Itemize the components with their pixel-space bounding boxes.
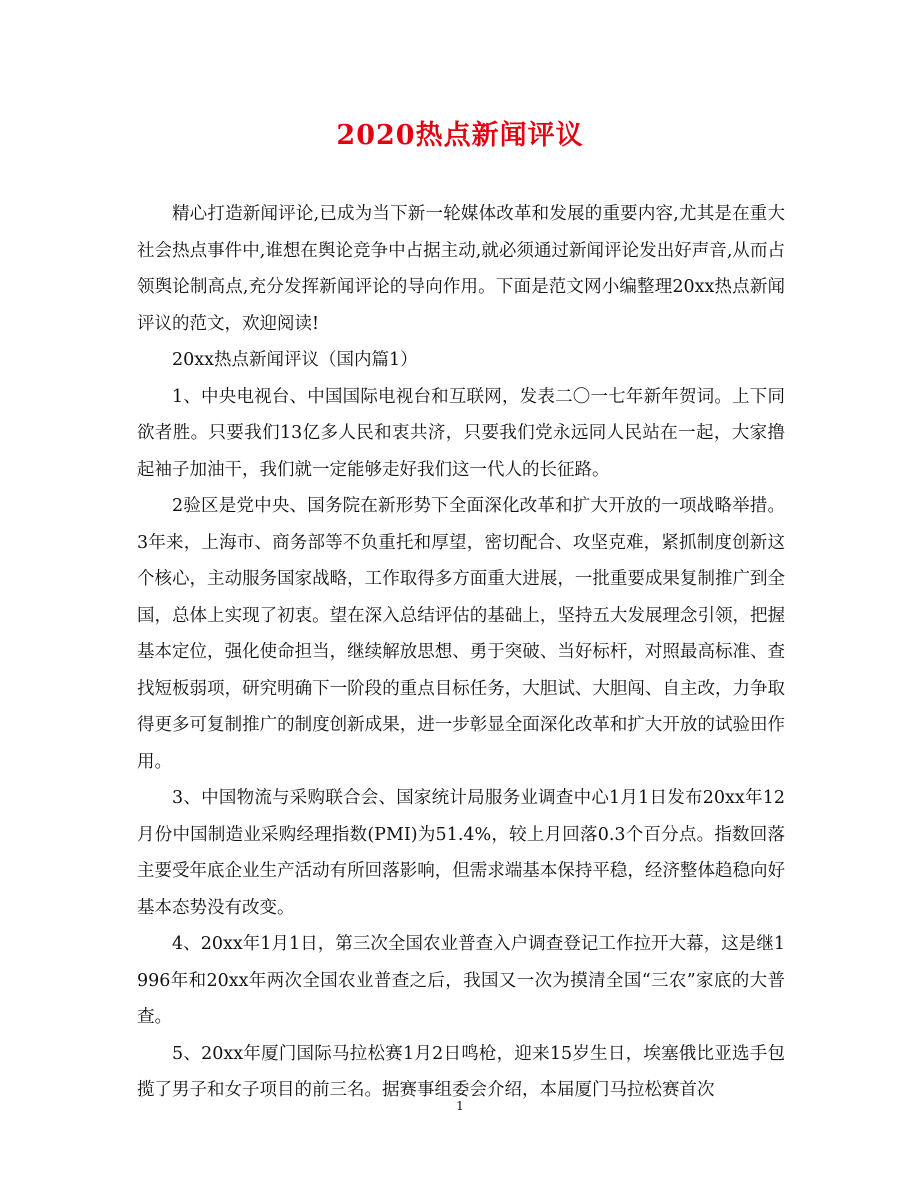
news-item-5: 5、20xx年厦门国际马拉松赛1月2日鸣枪，迎来15岁生日，埃塞俄比亚选手包揽了男子和女子项目的前三名。据赛事组委会介绍，本届厦门马拉松赛首次 <box>137 1043 785 1100</box>
document-body <box>137 196 785 1109</box>
intro-paragraph: 精心打造新闻评论,已成为当下新一轮媒体改革和发展的重要内容,尤其是在重大社会热点事件中,谁想在舆论竞争中占据主动,就必须通过新闻评论发出好声音,从而占领舆论制高点,充分发挥新闻评论的导向作用。下面是范文网小编整理20xx热点新闻评议的范文，欢迎阅读! <box>137 204 785 334</box>
news-item-4: 4、20xx年1月1日，第三次全国农业普查入户调查登记工作拉开大幕，这是继1996年和20xx年两次全国农业普查之后，我国又一次为摸清全国“三农”家底的大普查。 <box>137 934 785 1027</box>
news-item-3: 3、中国物流与采购联合会、国家统计局服务业调查中心1月1日发布20xx年12月份中国制造业采购经理指数(PMI)为51.4%，较上月回落0.3个百分点。指数回落主要受年底企业生产活动有所回落影响，但需求端基本保持平稳，经济整体趋稳向好基本态势没有改变。 <box>137 788 785 918</box>
section-heading: 20xx热点新闻评议（国内篇1） <box>172 350 418 370</box>
news-item-1: 1、中央电视台、中国国际电视台和互联网，发表二〇一七年新年贺词。上下同欲者胜。只要我们13亿多人民和衷共济，只要我们党永远同人民站在一起，大家撸起袖子加油干，我们就一定能够走好我们这一代人的长征路。 <box>137 386 785 480</box>
document-title: 2020热点新闻评议 <box>336 120 584 151</box>
page-number: 1 <box>456 1099 464 1113</box>
news-item-2: 2验区是党中央、国务院在新形势下全面深化改革和扩大开放的一项战略举措。3年来，上海市、商务部等不负重托和厚望，密切配合、攻坚克难，紧抓制度创新这个核心，主动服务国家战略，工作取得多方面重大进展，一批重要成果复制推广到全国，总体上实现了初衷。望在深入总结评估的基础上，坚持五大发展理念引领，把握基本定位，强化使命担当，继续解放思想、勇于突破、当好标杆，对照最高标准、查找短板弱项，研究明确下一阶段的重点目标任务，大胆试、大胆闯、自主改，力争取得更多可复制推广的制度创新成果，进一步彰显全面深化改革和扩大开放的试验田作用。 <box>137 496 785 772</box>
